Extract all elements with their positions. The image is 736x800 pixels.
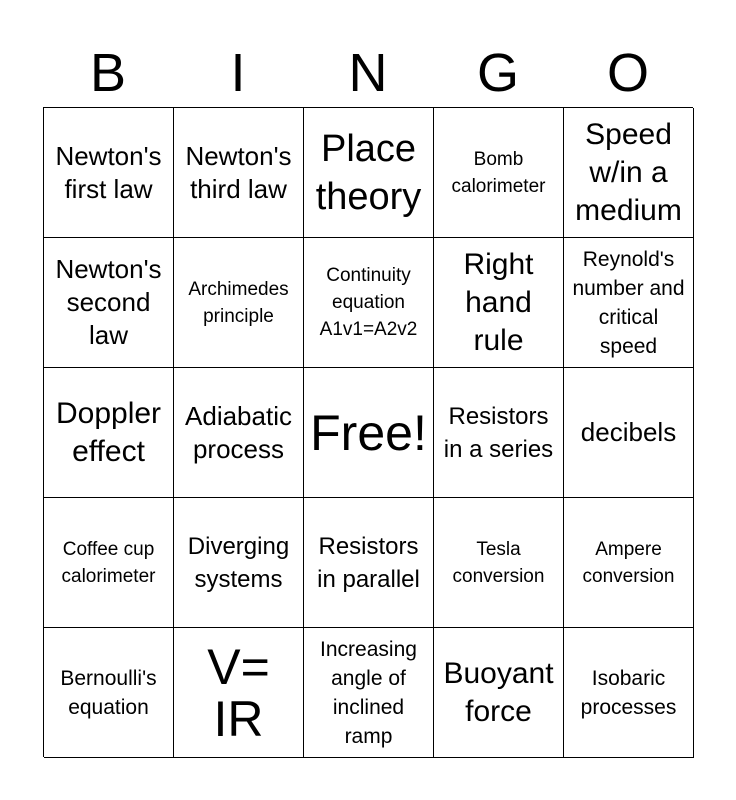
bingo-cell <box>564 108 694 238</box>
bingo-cell <box>304 628 434 758</box>
bingo-cell <box>434 238 564 368</box>
cell-text: Newton's first law <box>55 140 162 204</box>
bingo-cell <box>564 628 694 758</box>
bingo-cell <box>44 628 174 758</box>
cell-text: Resistors in parallel <box>317 532 420 593</box>
bingo-cell <box>564 238 694 368</box>
cell-text: Right hand rule <box>463 247 534 357</box>
cell-text: Doppler effect <box>55 396 162 468</box>
bingo-cell <box>304 238 434 368</box>
cell-text: Adiabatic process <box>185 400 292 464</box>
bingo-cell <box>44 498 174 628</box>
bingo-cell <box>174 238 304 368</box>
bingo-cell <box>174 108 304 238</box>
header-letter-i: I <box>230 43 246 103</box>
free-space <box>304 368 434 498</box>
header-letter-b: B <box>89 43 127 103</box>
bingo-cell <box>304 108 434 238</box>
bingo-cell <box>174 498 304 628</box>
cell-text: Place theory <box>315 127 422 218</box>
cell-text: Free! <box>310 404 427 461</box>
cell-text: Increasing angle of inclined ramp <box>320 637 417 748</box>
header-letter-n: N <box>348 43 388 103</box>
cell-text: Newton's third law <box>185 140 292 204</box>
cell-text: Reynold's number and critical speed <box>572 247 685 358</box>
bingo-cell <box>44 368 174 498</box>
cell-text: decibels <box>580 417 677 447</box>
bingo-cell <box>174 628 304 758</box>
bingo-cell <box>44 238 174 368</box>
bingo-cell <box>434 108 564 238</box>
cell-text: Coffee cup calorimeter <box>61 538 156 587</box>
cell-text: Ampere conversion <box>582 538 675 587</box>
bingo-header <box>43 40 693 106</box>
bingo-cell <box>174 368 304 498</box>
cell-text: Bomb calorimeter <box>451 148 546 197</box>
cell-text: Buoyant force <box>443 656 554 728</box>
bingo-cell <box>304 498 434 628</box>
bingo-grid <box>43 107 693 757</box>
header-letter-g: G <box>476 43 519 103</box>
header-letter-o: O <box>606 43 649 103</box>
cell-text: Tesla conversion <box>452 538 545 587</box>
bingo-cell <box>434 628 564 758</box>
cell-text: Newton's second law <box>55 254 162 350</box>
cell-text: Diverging systems <box>187 532 290 593</box>
cell-text: Isobaric processes <box>580 666 677 719</box>
bingo-cell <box>564 498 694 628</box>
cell-text: Resistors in a series <box>443 402 554 463</box>
bingo-cell <box>434 368 564 498</box>
cell-text: Archimedes principle <box>188 278 289 327</box>
cell-text: Continuity equation A1v1=A2v2 <box>319 265 418 340</box>
bingo-cell <box>564 368 694 498</box>
cell-text: Bernoulli's equation <box>60 666 157 719</box>
cell-text: Speed w/in a medium <box>575 117 682 227</box>
bingo-cell <box>44 108 174 238</box>
bingo-cell <box>434 498 564 628</box>
cell-text: V= IR <box>207 638 270 747</box>
